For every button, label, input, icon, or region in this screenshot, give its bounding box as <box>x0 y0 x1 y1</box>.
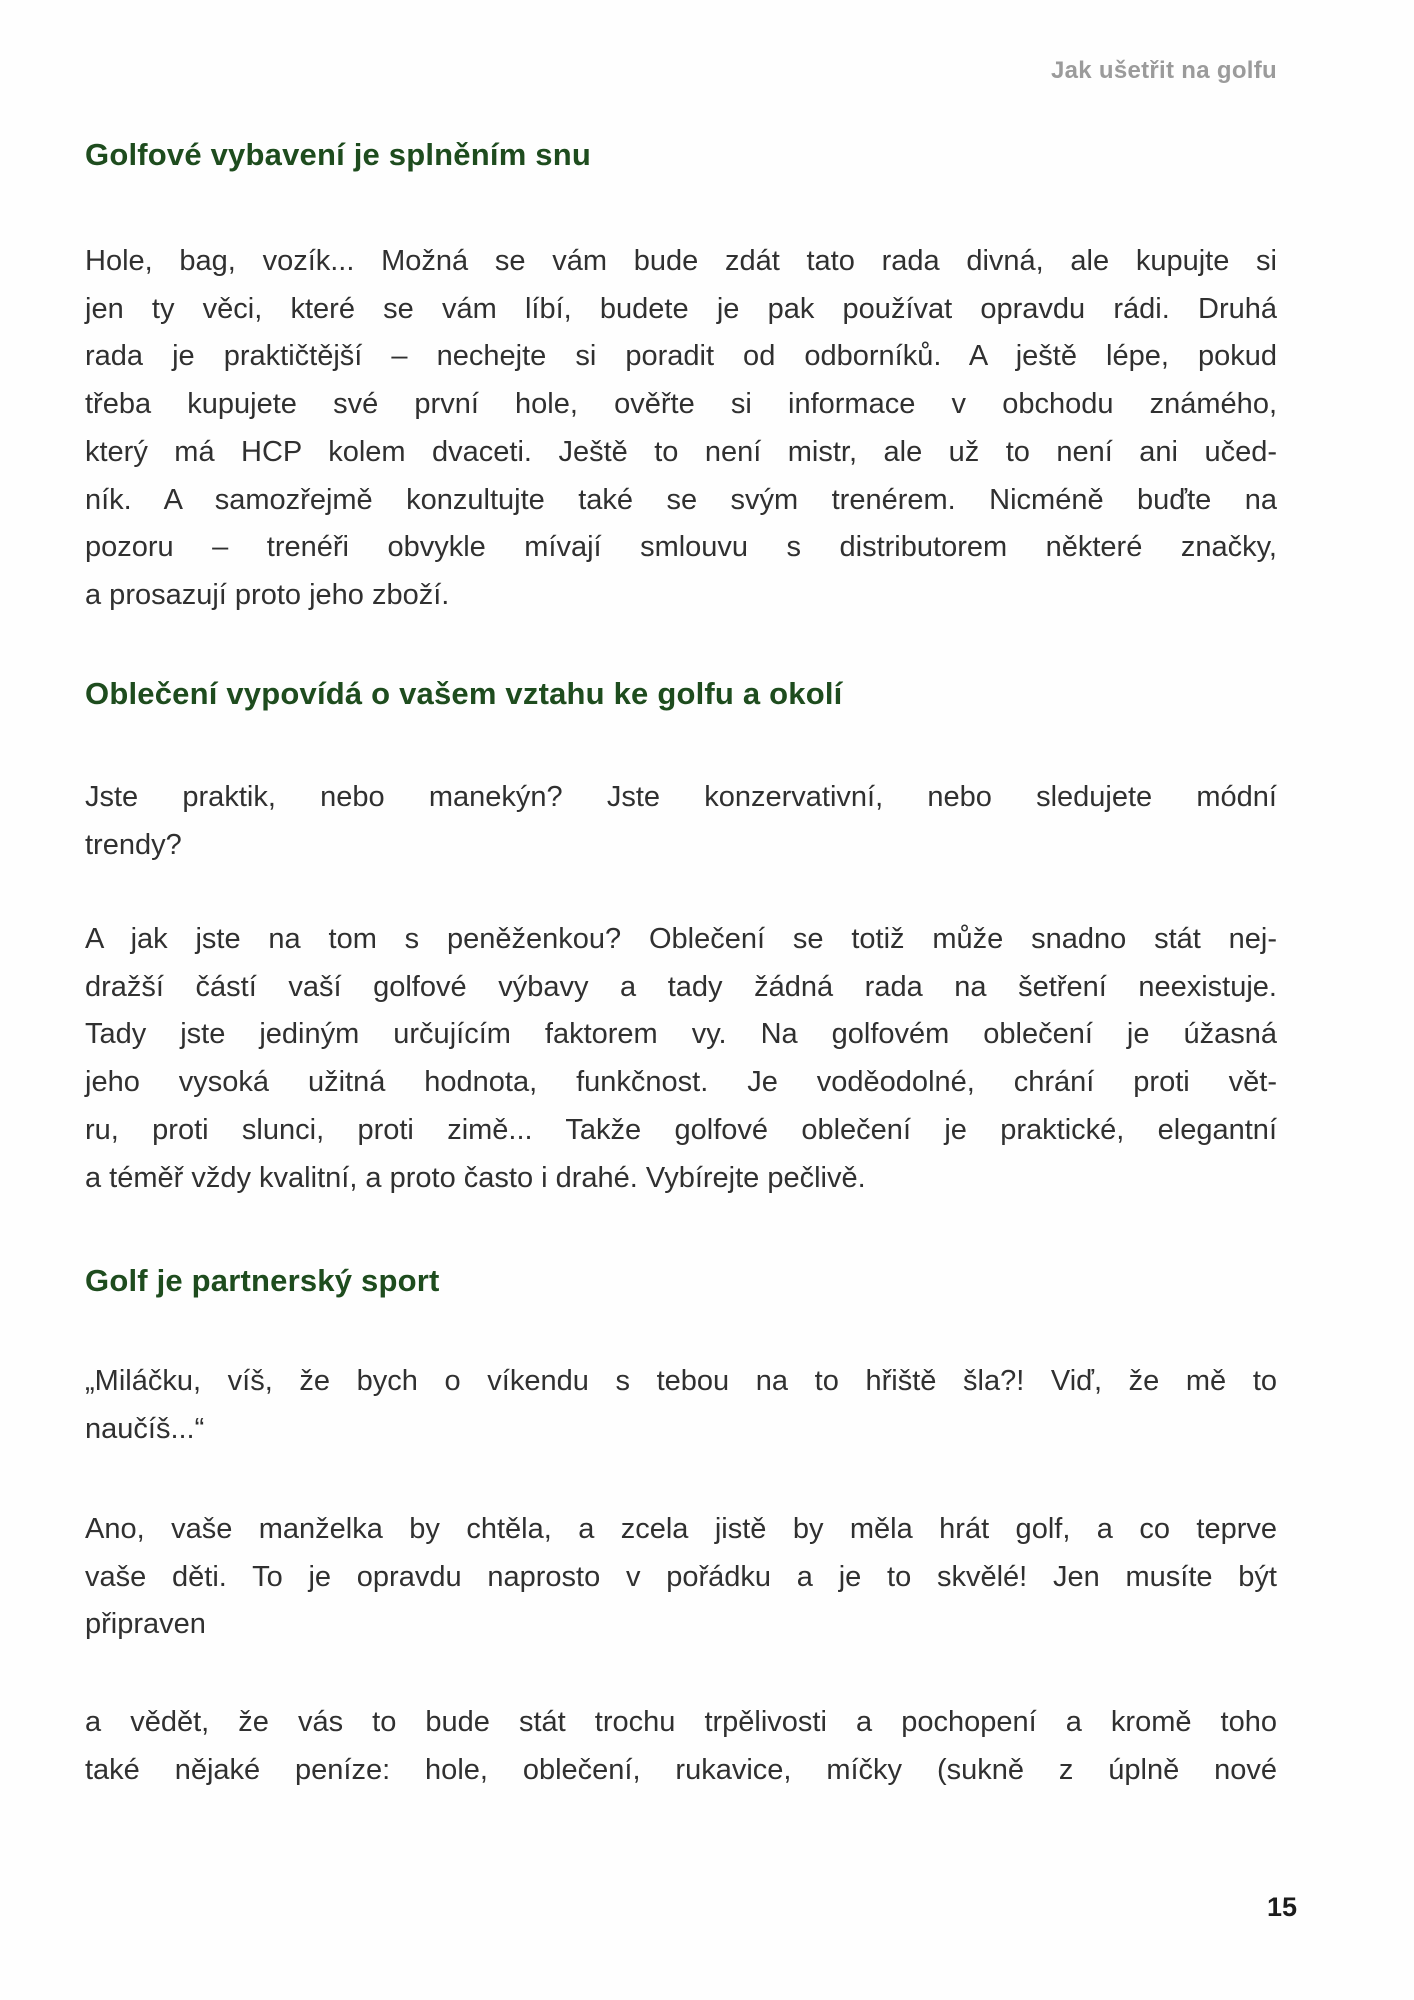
text-line: připraven <box>85 1608 206 1641</box>
text-line: rada je praktičtější – nechejte si poradit od odborníků. A ještě lépe, pokud <box>85 340 1277 373</box>
section-heading-clothing: Oblečení vypovídá o vašem vztahu ke golfu a okolí <box>85 676 843 711</box>
paragraph-wallet-and-clothing <box>85 916 1277 1202</box>
text-line: a vědět, že vás to bude stát trochu trpělivosti a pochopení a kromě toho <box>85 1706 1277 1738</box>
text-line: Tady jste jediným určujícím faktorem vy. Na golfovém oblečení je úžasná <box>85 1018 1277 1051</box>
paragraph-wife-and-kids <box>85 1506 1277 1649</box>
text-line: „Miláčku, víš, že bych o víkendu s tebou na to hřiště šla?! Viď, že mě to <box>85 1365 1277 1397</box>
text-line: a téměř vždy kvalitní, a proto často i drahé. Vybírejte pečlivě. <box>85 1161 866 1194</box>
paragraph-practical-or-mannequin <box>85 774 1277 869</box>
text-line: A jak jste na tom s peněženkou? Oblečení se totiž může snadno stát nej- <box>85 923 1277 955</box>
text-line: Hole, bag, vozík... Možná se vám bude zdát tato rada divná, ale kupujte si <box>85 245 1277 277</box>
text-line: Jste praktik, nebo manekýn? Jste konzervativní, nebo sledujete módní <box>85 781 1277 813</box>
text-line: dražší částí vaší golfové výbavy a tady žádná rada na šetření neexistuje. <box>85 970 1277 1003</box>
text-line: také nějaké peníze: hole, oblečení, rukavice, míčky (sukně z úplně nové <box>85 1753 1277 1786</box>
text-line: pozoru – trenéři obvykle mívají smlouvu s distributorem některé značky, <box>85 531 1277 564</box>
text-line: jeho vysoká užitná hodnota, funkčnost. Je voděodolné, chrání proti vět- <box>85 1066 1277 1099</box>
page-number: 15 <box>1266 1892 1297 1922</box>
paragraph-equipment-advice <box>85 238 1277 620</box>
text-line: naučíš...“ <box>85 1412 205 1445</box>
running-header: Jak ušetřit na golfu <box>1050 57 1277 84</box>
text-line: třeba kupujete své první hole, ověřte si informace v obchodu známého, <box>85 388 1277 421</box>
text-line: trendy? <box>85 828 182 861</box>
text-line: který má HCP kolem dvaceti. Ještě to není mistr, ale už to není ani učed- <box>85 435 1277 468</box>
text-line: jen ty věci, které se vám líbí, budete je pak používat opravdu rádi. Druhá <box>85 292 1277 325</box>
text-line: a prosazují proto jeho zboží. <box>85 578 450 611</box>
section-heading-partner-sport: Golf je partnerský sport <box>85 1263 440 1298</box>
text-line: Ano, vaše manželka by chtěla, a zcela jistě by měla hrát golf, a co teprve <box>85 1513 1277 1545</box>
paragraph-quote-darling <box>85 1358 1277 1453</box>
text-line: ru, proti slunci, proti zimě... Takže golfové oblečení je praktické, elegantní <box>85 1113 1277 1146</box>
paragraph-patience-and-money <box>85 1699 1277 1794</box>
text-line: vaše děti. To je opravdu naprosto v pořádku a je to skvělé! Jen musíte být <box>85 1560 1277 1593</box>
section-heading-golf-equipment: Golfové vybavení je splněním snu <box>85 137 591 172</box>
text-line: ník. A samozřejmě konzultujte také se svým trenérem. Nicméně buďte na <box>85 483 1277 516</box>
